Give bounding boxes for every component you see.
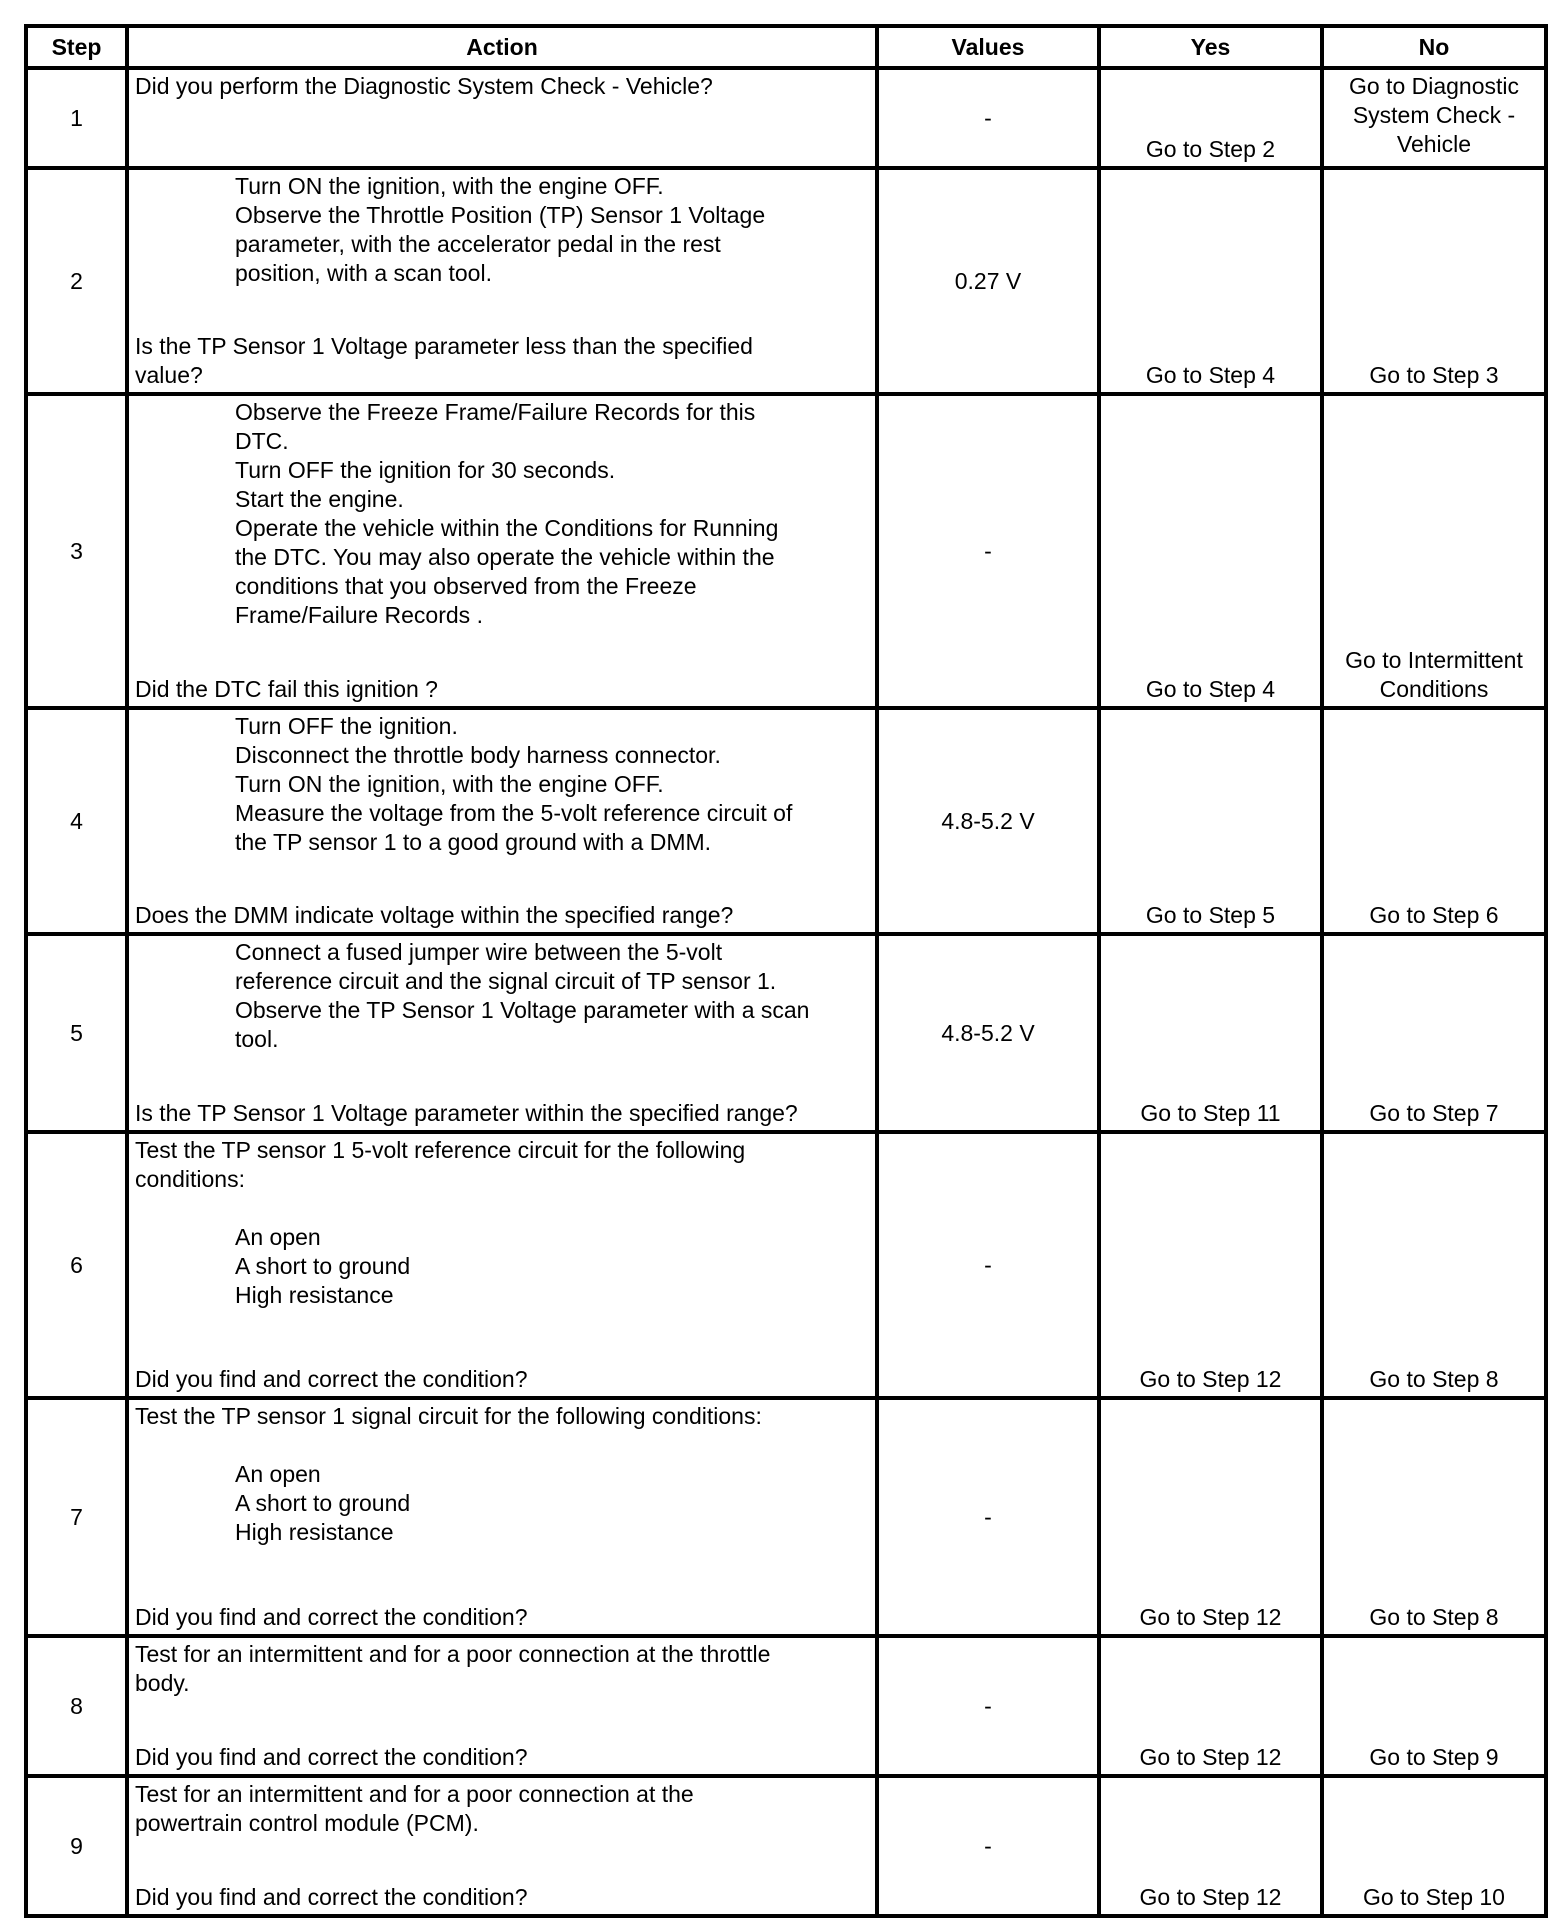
action-cell [127, 708, 877, 934]
value-cell: - [877, 394, 1099, 708]
action-cell [127, 168, 877, 394]
table-row [26, 1776, 1546, 1916]
action-content [135, 712, 869, 930]
action-top [135, 1402, 869, 1547]
step-instruction: Start the engine. [235, 486, 404, 512]
action-steps [135, 398, 869, 630]
question-line: Did you find and correct the condition? [135, 1366, 528, 1392]
step-instruction: Measure the voltage from the 5-volt reference circuit of [235, 800, 793, 826]
intro-line: powertrain control module (PCM). [135, 1810, 479, 1836]
action-intro [135, 72, 869, 101]
header-values: Values [877, 26, 1099, 68]
action-steps [135, 172, 869, 288]
step-instruction: High resistance [235, 1519, 394, 1545]
table-row [26, 168, 1546, 394]
question-line: value? [135, 362, 203, 388]
step-instruction: the DTC. You may also operate the vehicle within the [235, 544, 775, 570]
action-content [135, 1136, 869, 1394]
no-line: Go to Step 6 [1369, 902, 1499, 928]
yes-cell: Go to Step 5 [1099, 708, 1322, 934]
question-line: Is the TP Sensor 1 Voltage parameter less than the specified [135, 333, 753, 359]
header-row [26, 26, 1546, 68]
question-line: Did you find and correct the condition? [135, 1604, 528, 1630]
step-instruction: A short to ground [235, 1253, 411, 1279]
action-content [135, 398, 869, 704]
step-instruction: Operate the vehicle within the Conditions for Running [235, 515, 779, 541]
step-instruction: the TP sensor 1 to a good ground with a DMM. [235, 829, 712, 855]
step-instruction: parameter, with the accelerator pedal in the rest [235, 231, 721, 257]
action-cell [127, 394, 877, 708]
value-cell: 4.8-5.2 V [877, 708, 1099, 934]
question-line: Did you find and correct the condition? [135, 1744, 528, 1770]
table-row [26, 1398, 1546, 1636]
yes-cell: Go to Step 2 [1099, 68, 1322, 168]
spacer [135, 1194, 869, 1223]
no-line: Go to Diagnostic [1348, 73, 1520, 99]
no-line: Go to Intermittent [1345, 647, 1523, 673]
action-content [135, 172, 869, 390]
action-top [135, 712, 869, 857]
action-top [135, 1780, 869, 1838]
step-instruction: Turn ON the ignition, with the engine OFF. [235, 771, 664, 797]
header-step: Step [26, 26, 127, 68]
value-cell: - [877, 1776, 1099, 1916]
action-cell [127, 1776, 877, 1916]
action-top [135, 938, 869, 1054]
action-cell [127, 1132, 877, 1398]
header-no: No [1322, 26, 1546, 68]
step-instruction: DTC. [235, 428, 289, 454]
step-number: 6 [26, 1132, 127, 1398]
action-steps [135, 1460, 869, 1547]
intro-line: Test the TP sensor 1 signal circuit for the following conditions: [135, 1403, 762, 1429]
no-cell [1322, 708, 1546, 934]
action-content [135, 72, 869, 164]
question-line: Is the TP Sensor 1 Voltage parameter within the specified range? [135, 1100, 798, 1126]
action-content [135, 1640, 869, 1772]
step-instruction: Observe the TP Sensor 1 Voltage parameter with a scan [235, 997, 810, 1023]
step-number: 3 [26, 394, 127, 708]
no-cell [1322, 168, 1546, 394]
step-instruction: reference circuit and the signal circuit of TP sensor 1. [235, 968, 777, 994]
table-body [26, 68, 1546, 1916]
action-question [135, 1883, 869, 1912]
yes-cell: Go to Step 4 [1099, 394, 1322, 708]
action-content [135, 1402, 869, 1632]
step-instruction: Observe the Throttle Position (TP) Sensor 1 Voltage [235, 202, 766, 228]
action-intro [135, 1402, 869, 1431]
intro-line: body. [135, 1670, 190, 1696]
step-number: 4 [26, 708, 127, 934]
action-top [135, 1136, 869, 1310]
action-content [135, 1780, 869, 1912]
action-cell [127, 1398, 877, 1636]
action-question [135, 901, 869, 930]
action-intro [135, 1640, 869, 1698]
step-instruction: tool. [235, 1026, 279, 1052]
action-question [135, 1603, 869, 1632]
step-instruction: Turn OFF the ignition. [235, 713, 458, 739]
action-question [135, 332, 869, 390]
step-number: 8 [26, 1636, 127, 1776]
step-instruction: Disconnect the throttle body harness connector. [235, 742, 721, 768]
action-question [135, 675, 869, 704]
intro-line: conditions: [135, 1166, 245, 1192]
no-cell [1322, 1636, 1546, 1776]
no-line: Go to Step 3 [1369, 362, 1499, 388]
action-cell [127, 934, 877, 1132]
action-cell [127, 1636, 877, 1776]
intro-line: Test for an intermittent and for a poor connection at the throttle [135, 1641, 771, 1667]
no-line: Vehicle [1396, 131, 1472, 157]
action-cell [127, 68, 877, 168]
question-line: Does the DMM indicate voltage within the specified range? [135, 902, 734, 928]
no-cell [1322, 934, 1546, 1132]
table-row [26, 934, 1546, 1132]
action-top [135, 72, 869, 101]
value-cell: - [877, 1636, 1099, 1776]
question-line: Did the DTC fail this ignition ? [135, 676, 438, 702]
action-top [135, 1640, 869, 1698]
step-instruction: An open [235, 1224, 321, 1250]
intro-line: Test for an intermittent and for a poor connection at the [135, 1781, 694, 1807]
table-row [26, 394, 1546, 708]
step-number: 5 [26, 934, 127, 1132]
yes-cell: Go to Step 12 [1099, 1132, 1322, 1398]
no-line: Go to Step 8 [1369, 1366, 1499, 1392]
action-intro [135, 1136, 869, 1194]
no-line: Go to Step 9 [1369, 1744, 1499, 1770]
action-steps [135, 938, 869, 1054]
table-row [26, 1132, 1546, 1398]
yes-cell: Go to Step 4 [1099, 168, 1322, 394]
no-line: Go to Step 8 [1369, 1604, 1499, 1630]
no-cell [1322, 394, 1546, 708]
yes-cell: Go to Step 11 [1099, 934, 1322, 1132]
step-number: 9 [26, 1776, 127, 1916]
no-cell [1322, 1398, 1546, 1636]
value-cell: - [877, 1132, 1099, 1398]
step-instruction: Turn ON the ignition, with the engine OFF. [235, 173, 664, 199]
action-question [135, 1365, 869, 1394]
action-intro [135, 1780, 869, 1838]
table-row [26, 708, 1546, 934]
step-number: 7 [26, 1398, 127, 1636]
table-row [26, 1636, 1546, 1776]
value-cell: 0.27 V [877, 168, 1099, 394]
no-line: Go to Step 7 [1369, 1100, 1499, 1126]
question-line: Did you find and correct the condition? [135, 1884, 528, 1910]
step-instruction: Turn OFF the ignition for 30 seconds. [235, 457, 616, 483]
step-instruction: Observe the Freeze Frame/Failure Records for this [235, 399, 756, 425]
no-cell [1322, 68, 1546, 168]
table-row [26, 68, 1546, 168]
value-cell: - [877, 1398, 1099, 1636]
no-line: Conditions [1379, 676, 1489, 702]
step-number: 1 [26, 68, 127, 168]
diagnostic-table [24, 24, 1548, 1918]
action-top [135, 398, 869, 630]
header-yes: Yes [1099, 26, 1322, 68]
step-instruction: Connect a fused jumper wire between the 5-volt [235, 939, 723, 965]
intro-line: Did you perform the Diagnostic System Check - Vehicle? [135, 73, 713, 99]
action-question [135, 1099, 869, 1128]
step-instruction: High resistance [235, 1282, 394, 1308]
spacer [135, 1431, 869, 1460]
action-question [135, 1743, 869, 1772]
no-cell [1322, 1776, 1546, 1916]
header-action: Action [127, 26, 877, 68]
action-content [135, 938, 869, 1128]
step-instruction: position, with a scan tool. [235, 260, 492, 286]
no-line: System Check - [1352, 102, 1516, 128]
step-instruction: A short to ground [235, 1490, 411, 1516]
yes-cell: Go to Step 12 [1099, 1636, 1322, 1776]
action-steps [135, 1223, 869, 1310]
action-steps [135, 712, 869, 857]
action-top [135, 172, 869, 288]
intro-line: Test the TP sensor 1 5-volt reference circuit for the following [135, 1137, 746, 1163]
step-instruction: An open [235, 1461, 321, 1487]
step-instruction: conditions that you observed from the Freeze [235, 573, 697, 599]
step-number: 2 [26, 168, 127, 394]
yes-cell: Go to Step 12 [1099, 1776, 1322, 1916]
no-cell [1322, 1132, 1546, 1398]
value-cell: 4.8-5.2 V [877, 934, 1099, 1132]
no-line: Go to Step 10 [1363, 1884, 1505, 1910]
step-instruction: Frame/Failure Records . [235, 602, 483, 628]
value-cell: - [877, 68, 1099, 168]
yes-cell: Go to Step 12 [1099, 1398, 1322, 1636]
